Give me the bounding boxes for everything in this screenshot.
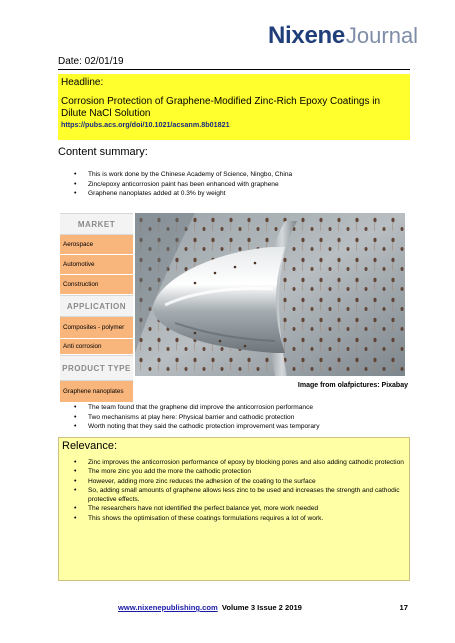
content-summary-title: Content summary: <box>58 146 148 158</box>
issue-info: Volume 3 Issue 2 2019 <box>221 603 302 612</box>
product-item-graphene: Graphene nanoplates <box>60 381 133 403</box>
relevance-list <box>62 458 409 523</box>
headline-box <box>58 74 410 140</box>
page-number: 17 <box>399 603 408 612</box>
market-item-construction: Construction <box>60 275 133 295</box>
list-item: • This shows the optimisation of these coatings formulations requires a lot of work. <box>62 514 409 523</box>
list-item: • The researchers have not identified the perfect balance yet, more work needed <box>62 504 409 513</box>
list-item: • Graphene nanoplates added at 0.3% by weight <box>62 189 407 199</box>
market-header: MARKET <box>60 213 133 235</box>
journal-logo <box>268 22 418 54</box>
doi-link[interactable]: https://pubs.acs.org/doi/10.1021/acsanm.8b01821 <box>61 120 230 129</box>
headline-label: Headline: <box>61 77 104 88</box>
relevance-title: Relevance: <box>62 440 118 452</box>
list-item: • This is work done by the Chinese Academy of Science, Ningbo, China <box>62 170 407 180</box>
logo-journal: Journal <box>345 23 419 48</box>
application-item-composites: Composites - polymer <box>60 317 133 339</box>
application-item-anticorrosion: Anti corrosion <box>60 339 133 355</box>
market-item-aerospace: Aerospace <box>60 235 133 255</box>
article-date: Date: 02/01/19 <box>58 56 410 70</box>
page-footer <box>118 603 408 613</box>
application-header: APPLICATION <box>60 295 133 317</box>
image-credit: Image from olafpictures: Pixabay <box>297 382 408 389</box>
riveted-metal-photo <box>135 213 405 376</box>
market-item-automotive: Automotive <box>60 255 133 275</box>
list-item: • The team found that the graphene did improve the anticorrosion performance <box>62 403 407 413</box>
headline-title: Corrosion Protection of Graphene-Modified Zinc-Rich Epoxy Coatings in Dilute NaCl Solution <box>61 96 381 119</box>
list-item: • Two mechanisms at play here: Physical barrier and cathodic protection <box>62 413 407 423</box>
list-item: • However, adding more zinc reduces the adhesion of the coating to the surface <box>62 477 409 486</box>
list-item: • So, adding small amounts of graphene allows less zinc to be used and increases the strength and cathodic protective effects. <box>62 486 409 505</box>
logo-nixene: Nixene <box>268 22 345 49</box>
list-item: • The more zinc you add the more the cathodic protection <box>62 467 409 476</box>
product-type-header: PRODUCT TYPE <box>60 355 133 381</box>
list-item: • Worth noting that they said the cathodic protection improvement was temporary <box>62 422 407 432</box>
publisher-website-link[interactable]: www.nixenepublishing.com <box>118 603 218 612</box>
list-item: • Zinc/epoxy anticorrosion paint has been enhanced with graphene <box>62 180 407 190</box>
relevance-box <box>58 437 410 581</box>
summary-list <box>62 170 407 199</box>
findings-list <box>62 403 407 432</box>
list-item: • Zinc improves the anticorrosion performance of epoxy by blocking pores and also adding cathodic protection <box>62 458 409 467</box>
category-sidebar <box>60 213 133 395</box>
